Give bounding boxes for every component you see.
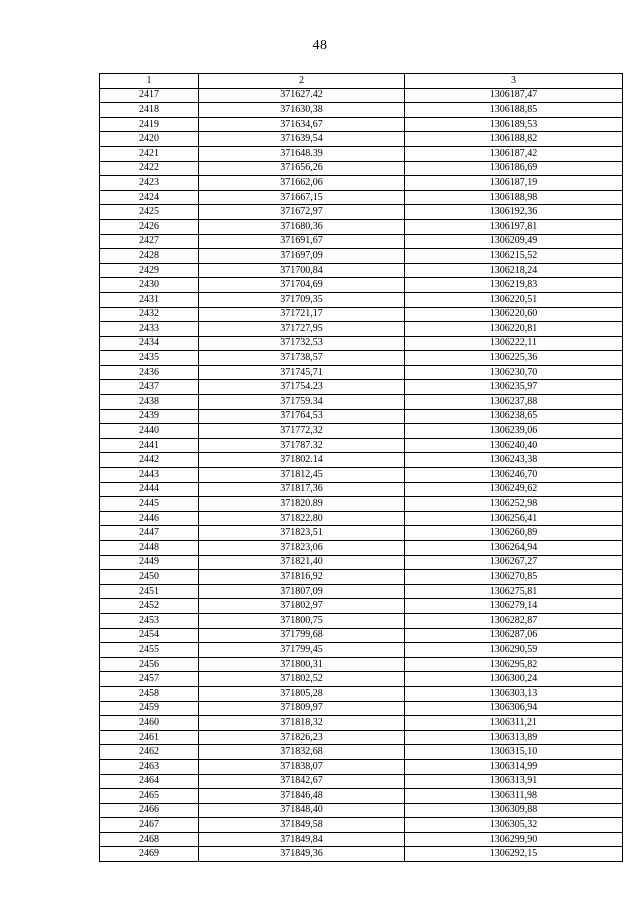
y-coordinate-cell: 1306309,88 — [405, 803, 623, 818]
y-coordinate-cell: 1306290,59 — [405, 643, 623, 658]
point-number-cell: 2438 — [100, 395, 199, 410]
point-number-cell: 2466 — [100, 803, 199, 818]
y-coordinate-cell: 1306188,98 — [405, 190, 623, 205]
x-coordinate-cell: 371820.89 — [199, 497, 405, 512]
table-row — [100, 453, 623, 468]
table-row — [100, 570, 623, 585]
x-coordinate-cell: 371700,84 — [199, 263, 405, 278]
point-number-cell: 2460 — [100, 716, 199, 731]
point-number-cell: 2439 — [100, 409, 199, 424]
y-coordinate-cell: 1306209,49 — [405, 234, 623, 249]
y-coordinate-cell: 1306246,70 — [405, 468, 623, 483]
table-row — [100, 818, 623, 833]
y-coordinate-cell: 1306239,06 — [405, 424, 623, 439]
y-coordinate-cell: 1306311,98 — [405, 789, 623, 804]
table-row — [100, 555, 623, 570]
table-row — [100, 365, 623, 380]
table-row — [100, 117, 623, 132]
point-number-cell: 2427 — [100, 234, 199, 249]
table-row — [100, 336, 623, 351]
x-coordinate-cell: 371648.39 — [199, 146, 405, 161]
y-coordinate-cell: 1306300,24 — [405, 672, 623, 687]
y-coordinate-cell: 1306238,65 — [405, 409, 623, 424]
point-number-cell: 2419 — [100, 117, 199, 132]
table-row — [100, 380, 623, 395]
x-coordinate-cell: 371639,54 — [199, 132, 405, 147]
table-row — [100, 628, 623, 643]
point-number-cell: 2463 — [100, 759, 199, 774]
point-number-cell: 2418 — [100, 103, 199, 118]
y-coordinate-cell: 1306275,81 — [405, 584, 623, 599]
y-coordinate-cell: 1306189,53 — [405, 117, 623, 132]
table-row — [100, 803, 623, 818]
x-coordinate-cell: 371817,36 — [199, 482, 405, 497]
y-coordinate-cell: 1306243,38 — [405, 453, 623, 468]
x-coordinate-cell: 371802.14 — [199, 453, 405, 468]
point-number-cell: 2453 — [100, 613, 199, 628]
table-row — [100, 686, 623, 701]
y-coordinate-cell: 1306187,19 — [405, 176, 623, 191]
x-coordinate-cell: 371764,53 — [199, 409, 405, 424]
y-coordinate-cell: 1306249,62 — [405, 482, 623, 497]
y-coordinate-cell: 1306225,36 — [405, 351, 623, 366]
point-number-cell: 2445 — [100, 497, 199, 512]
x-coordinate-cell: 371848,40 — [199, 803, 405, 818]
table-row — [100, 307, 623, 322]
y-coordinate-cell: 1306197,81 — [405, 219, 623, 234]
x-coordinate-cell: 371754.23 — [199, 380, 405, 395]
y-coordinate-cell: 1306267,27 — [405, 555, 623, 570]
x-coordinate-cell: 371759.34 — [199, 395, 405, 410]
point-number-cell: 2461 — [100, 730, 199, 745]
y-coordinate-cell: 1306299,90 — [405, 832, 623, 847]
table-row — [100, 584, 623, 599]
x-coordinate-cell: 371842,67 — [199, 774, 405, 789]
y-coordinate-cell: 1306235,97 — [405, 380, 623, 395]
point-number-cell: 2434 — [100, 336, 199, 351]
point-number-cell: 2455 — [100, 643, 199, 658]
x-coordinate-cell: 371800,75 — [199, 613, 405, 628]
table-row — [100, 292, 623, 307]
table-row — [100, 190, 623, 205]
y-coordinate-cell: 1306313,89 — [405, 730, 623, 745]
y-coordinate-cell: 1306279,14 — [405, 599, 623, 614]
point-number-cell: 2462 — [100, 745, 199, 760]
y-coordinate-cell: 1306260,89 — [405, 526, 623, 541]
table-row — [100, 789, 623, 804]
x-coordinate-cell: 371709,35 — [199, 292, 405, 307]
x-coordinate-cell: 371802,52 — [199, 672, 405, 687]
point-number-cell: 2467 — [100, 818, 199, 833]
table-row — [100, 219, 623, 234]
y-coordinate-cell: 1306220,51 — [405, 292, 623, 307]
point-number-cell: 2436 — [100, 365, 199, 380]
x-coordinate-cell: 371667,15 — [199, 190, 405, 205]
point-number-cell: 2420 — [100, 132, 199, 147]
x-coordinate-cell: 371727,95 — [199, 322, 405, 337]
point-number-cell: 2448 — [100, 541, 199, 556]
point-number-cell: 2458 — [100, 686, 199, 701]
table-row — [100, 832, 623, 847]
table-row — [100, 409, 623, 424]
table-header-row — [100, 74, 623, 89]
y-coordinate-cell: 1306270,85 — [405, 570, 623, 585]
point-number-cell: 2454 — [100, 628, 199, 643]
x-coordinate-cell: 371800,31 — [199, 657, 405, 672]
table-row — [100, 526, 623, 541]
point-number-cell: 2451 — [100, 584, 199, 599]
point-number-cell: 2432 — [100, 307, 199, 322]
point-number-cell: 2417 — [100, 88, 199, 103]
point-number-cell: 2435 — [100, 351, 199, 366]
point-number-cell: 2440 — [100, 424, 199, 439]
x-coordinate-cell: 371772,32 — [199, 424, 405, 439]
x-coordinate-cell: 371821,40 — [199, 555, 405, 570]
table-row — [100, 424, 623, 439]
x-coordinate-cell: 371745,71 — [199, 365, 405, 380]
x-coordinate-cell: 371849,84 — [199, 832, 405, 847]
point-number-cell: 2430 — [100, 278, 199, 293]
y-coordinate-cell: 1306192,36 — [405, 205, 623, 220]
table-row — [100, 438, 623, 453]
y-coordinate-cell: 1306222,11 — [405, 336, 623, 351]
x-coordinate-cell: 371680,36 — [199, 219, 405, 234]
y-coordinate-cell: 1306282,87 — [405, 613, 623, 628]
point-number-cell: 2426 — [100, 219, 199, 234]
x-coordinate-cell: 371799,45 — [199, 643, 405, 658]
y-coordinate-cell: 1306313,91 — [405, 774, 623, 789]
table-row — [100, 701, 623, 716]
x-coordinate-cell: 371809,97 — [199, 701, 405, 716]
y-coordinate-cell: 1306215,52 — [405, 249, 623, 264]
x-coordinate-cell: 371691,67 — [199, 234, 405, 249]
table-row — [100, 847, 623, 862]
x-coordinate-cell: 371846,48 — [199, 789, 405, 804]
x-coordinate-cell: 371697,09 — [199, 249, 405, 264]
table-row — [100, 103, 623, 118]
y-coordinate-cell: 1306218,24 — [405, 263, 623, 278]
table-row — [100, 657, 623, 672]
point-number-cell: 2424 — [100, 190, 199, 205]
table-row — [100, 541, 623, 556]
y-coordinate-cell: 1306188,85 — [405, 103, 623, 118]
table-row — [100, 263, 623, 278]
coordinates-table — [99, 73, 623, 862]
table-row — [100, 395, 623, 410]
x-coordinate-cell: 371822.80 — [199, 511, 405, 526]
x-coordinate-cell: 371704,69 — [199, 278, 405, 293]
y-coordinate-cell: 1306295,82 — [405, 657, 623, 672]
y-coordinate-cell: 1306219,83 — [405, 278, 623, 293]
point-number-cell: 2441 — [100, 438, 199, 453]
x-coordinate-cell: 371738,57 — [199, 351, 405, 366]
point-number-cell: 2457 — [100, 672, 199, 687]
point-number-cell: 2446 — [100, 511, 199, 526]
point-number-cell: 2431 — [100, 292, 199, 307]
y-coordinate-cell: 1306237,88 — [405, 395, 623, 410]
table-row — [100, 613, 623, 628]
table-row — [100, 249, 623, 264]
x-coordinate-cell: 371805,28 — [199, 686, 405, 701]
table-row — [100, 730, 623, 745]
table-row — [100, 234, 623, 249]
table-header — [100, 74, 623, 89]
y-coordinate-cell: 1306292,15 — [405, 847, 623, 862]
point-number-cell: 2425 — [100, 205, 199, 220]
y-coordinate-cell: 1306187,42 — [405, 146, 623, 161]
x-coordinate-cell: 371823,51 — [199, 526, 405, 541]
y-coordinate-cell: 1306252,98 — [405, 497, 623, 512]
table-row — [100, 672, 623, 687]
y-coordinate-cell: 1306220,60 — [405, 307, 623, 322]
table-row — [100, 497, 623, 512]
table-row — [100, 176, 623, 191]
column-header-3: 3 — [405, 74, 623, 89]
table-row — [100, 468, 623, 483]
x-coordinate-cell: 371816,92 — [199, 570, 405, 585]
y-coordinate-cell: 1306311,21 — [405, 716, 623, 731]
y-coordinate-cell: 1306303,13 — [405, 686, 623, 701]
table-row — [100, 716, 623, 731]
table-row — [100, 599, 623, 614]
point-number-cell: 2437 — [100, 380, 199, 395]
table-row — [100, 205, 623, 220]
point-number-cell: 2443 — [100, 468, 199, 483]
table-row — [100, 322, 623, 337]
point-number-cell: 2449 — [100, 555, 199, 570]
table-row — [100, 745, 623, 760]
table-row — [100, 511, 623, 526]
x-coordinate-cell: 371672,97 — [199, 205, 405, 220]
table-row — [100, 759, 623, 774]
x-coordinate-cell: 371662,06 — [199, 176, 405, 191]
point-number-cell: 2433 — [100, 322, 199, 337]
x-coordinate-cell: 371838,07 — [199, 759, 405, 774]
y-coordinate-cell: 1306188,82 — [405, 132, 623, 147]
x-coordinate-cell: 371812,45 — [199, 468, 405, 483]
table-row — [100, 351, 623, 366]
point-number-cell: 2464 — [100, 774, 199, 789]
y-coordinate-cell: 1306264,94 — [405, 541, 623, 556]
table-row — [100, 132, 623, 147]
point-number-cell: 2456 — [100, 657, 199, 672]
x-coordinate-cell: 371799,68 — [199, 628, 405, 643]
point-number-cell: 2468 — [100, 832, 199, 847]
column-header-2: 2 — [199, 74, 405, 89]
point-number-cell: 2442 — [100, 453, 199, 468]
x-coordinate-cell: 371721,17 — [199, 307, 405, 322]
y-coordinate-cell: 1306220,81 — [405, 322, 623, 337]
table-row — [100, 161, 623, 176]
y-coordinate-cell: 1306306,94 — [405, 701, 623, 716]
page-number: 48 — [312, 38, 328, 53]
y-coordinate-cell: 1306287,06 — [405, 628, 623, 643]
y-coordinate-cell: 1306187,47 — [405, 88, 623, 103]
y-coordinate-cell: 1306240,40 — [405, 438, 623, 453]
point-number-cell: 2465 — [100, 789, 199, 804]
x-coordinate-cell: 371826,23 — [199, 730, 405, 745]
point-number-cell: 2447 — [100, 526, 199, 541]
table-row — [100, 146, 623, 161]
x-coordinate-cell: 371630,38 — [199, 103, 405, 118]
x-coordinate-cell: 371818,32 — [199, 716, 405, 731]
x-coordinate-cell: 371787.32 — [199, 438, 405, 453]
table-row — [100, 643, 623, 658]
y-coordinate-cell: 1306230,70 — [405, 365, 623, 380]
point-number-cell: 2421 — [100, 146, 199, 161]
x-coordinate-cell: 371849,58 — [199, 818, 405, 833]
point-number-cell: 2469 — [100, 847, 199, 862]
table-row — [100, 774, 623, 789]
y-coordinate-cell: 1306305,32 — [405, 818, 623, 833]
x-coordinate-cell: 371807,09 — [199, 584, 405, 599]
x-coordinate-cell: 371732.53 — [199, 336, 405, 351]
x-coordinate-cell: 371849,36 — [199, 847, 405, 862]
y-coordinate-cell: 1306315,10 — [405, 745, 623, 760]
point-number-cell: 2459 — [100, 701, 199, 716]
x-coordinate-cell: 371656,26 — [199, 161, 405, 176]
x-coordinate-cell: 371802,97 — [199, 599, 405, 614]
table-body — [100, 88, 623, 861]
y-coordinate-cell: 1306314,99 — [405, 759, 623, 774]
column-header-1: 1 — [100, 74, 199, 89]
point-number-cell: 2450 — [100, 570, 199, 585]
x-coordinate-cell: 371634,67 — [199, 117, 405, 132]
point-number-cell: 2428 — [100, 249, 199, 264]
x-coordinate-cell: 371823,06 — [199, 541, 405, 556]
x-coordinate-cell: 371832,68 — [199, 745, 405, 760]
table-row — [100, 88, 623, 103]
table-row — [100, 278, 623, 293]
x-coordinate-cell: 371627.42 — [199, 88, 405, 103]
y-coordinate-cell: 1306186,69 — [405, 161, 623, 176]
point-number-cell: 2429 — [100, 263, 199, 278]
point-number-cell: 2423 — [100, 176, 199, 191]
y-coordinate-cell: 1306256,41 — [405, 511, 623, 526]
point-number-cell: 2452 — [100, 599, 199, 614]
table-row — [100, 482, 623, 497]
point-number-cell: 2444 — [100, 482, 199, 497]
point-number-cell: 2422 — [100, 161, 199, 176]
